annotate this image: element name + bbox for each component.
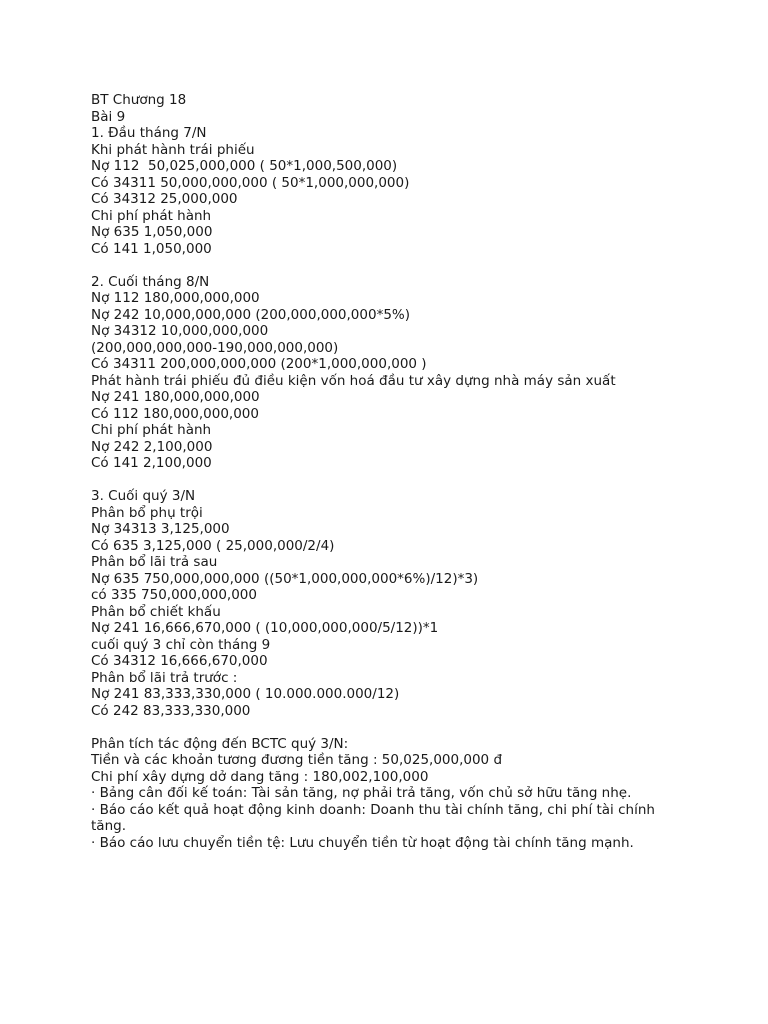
analysis-line: Chi phí xây dựng dở dang tăng : 180,002,100,000 bbox=[91, 768, 429, 785]
analysis-bullet: · Báo cáo lưu chuyển tiền tệ: Lưu chuyển tiền từ hoạt động tài chính tăng mạnh. bbox=[91, 834, 634, 851]
section-3-line: Nợ 34313 3,125,000 bbox=[91, 521, 230, 537]
section-3-line: Có 242 83,333,330,000 bbox=[91, 702, 251, 719]
section-2-line: Có 34311 200,000,000,000 (200*1,000,000,000 ) bbox=[91, 356, 427, 372]
analysis-heading: Phân tích tác động đến BCTC quý 3/N: bbox=[91, 735, 349, 752]
blank-line bbox=[91, 472, 691, 489]
section-3-line: Phân bổ phụ trội bbox=[91, 504, 203, 521]
section-1-line: Chi phí phát hành bbox=[91, 207, 212, 224]
section-2-line: Nợ 34312 10,000,000,000 bbox=[91, 323, 269, 339]
section-3-line: Nợ 241 83,333,330,000 ( 10.000.000.000/12) bbox=[91, 686, 400, 702]
section-3-line: Có 34312 16,666,670,000 bbox=[91, 653, 268, 669]
section-3-line: Phân bổ lãi trả sau bbox=[91, 554, 218, 570]
section-2-line: Nợ 242 2,100,000 bbox=[91, 438, 213, 455]
section-3-line: Có 635 3,125,000 ( 25,000,000/2/4) bbox=[91, 537, 335, 554]
blank-line bbox=[91, 257, 691, 274]
section-1-line: Nợ 112 50,025,000,000 ( 50*1,000,500,000) bbox=[91, 158, 398, 174]
analysis-bullet: · Bảng cân đối kế toán: Tài sản tăng, nợ phải trả tăng, vốn chủ sở hữu tăng nhẹ. bbox=[91, 785, 632, 801]
analysis-line: Tiền và các khoản tương đương tiền tăng : 50,025,000,000 đ bbox=[91, 752, 503, 768]
section-1-line: Có 34311 50,000,000,000 ( 50*1,000,000,000) bbox=[91, 174, 410, 191]
section-3-heading: 3. Cuối quý 3/N bbox=[91, 488, 196, 504]
document-title: BT Chương 18 bbox=[91, 92, 187, 108]
section-1-line: Có 141 1,050,000 bbox=[91, 240, 212, 257]
section-2-line: Phát hành trái phiếu đủ điều kiện vốn hoá đầu tư xây dựng nhà máy sản xuất bbox=[91, 372, 616, 389]
section-3-line: Nợ 635 750,000,000,000 ((50*1,000,000,000*6%)/12)*3) bbox=[91, 570, 479, 587]
section-2-heading: 2. Cuối tháng 8/N bbox=[91, 273, 210, 290]
section-1-heading: 1. Đầu tháng 7/N bbox=[91, 125, 207, 141]
section-2-line: Nợ 112 180,000,000,000 bbox=[91, 290, 260, 306]
section-1-line: Có 34312 25,000,000 bbox=[91, 191, 238, 207]
section-3-line: Nợ 241 16,666,670,000 ( (10,000,000,000/5/12))*1 bbox=[91, 620, 439, 636]
section-1-line: Khi phát hành trái phiếu bbox=[91, 141, 255, 158]
section-3-line: Phân bổ chiết khấu bbox=[91, 603, 221, 620]
section-2-line: Có 112 180,000,000,000 bbox=[91, 405, 259, 422]
section-3-line: cuối quý 3 chỉ còn tháng 9 bbox=[91, 636, 271, 653]
exercise-label: Bài 9 bbox=[91, 108, 126, 125]
section-2-line: Chi phí phát hành bbox=[91, 422, 212, 438]
analysis-bullet: · Báo cáo kết quả hoạt động kinh doanh: Doanh thu tài chính tăng, chi phí tài chính tăng. bbox=[91, 801, 655, 834]
section-2-line: Có 141 2,100,000 bbox=[91, 455, 212, 471]
section-2-line: (200,000,000,000-190,000,000,000) bbox=[91, 339, 339, 356]
section-1-line: Nợ 635 1,050,000 bbox=[91, 224, 213, 240]
section-3-line: Phân bổ lãi trả trước : bbox=[91, 669, 238, 686]
section-2-line: Nợ 241 180,000,000,000 bbox=[91, 389, 260, 405]
section-3-line: có 335 750,000,000,000 bbox=[91, 587, 257, 603]
document-body bbox=[91, 92, 691, 851]
blank-line bbox=[91, 719, 691, 736]
section-2-line: Nợ 242 10,000,000,000 (200,000,000,000*5%) bbox=[91, 306, 410, 323]
